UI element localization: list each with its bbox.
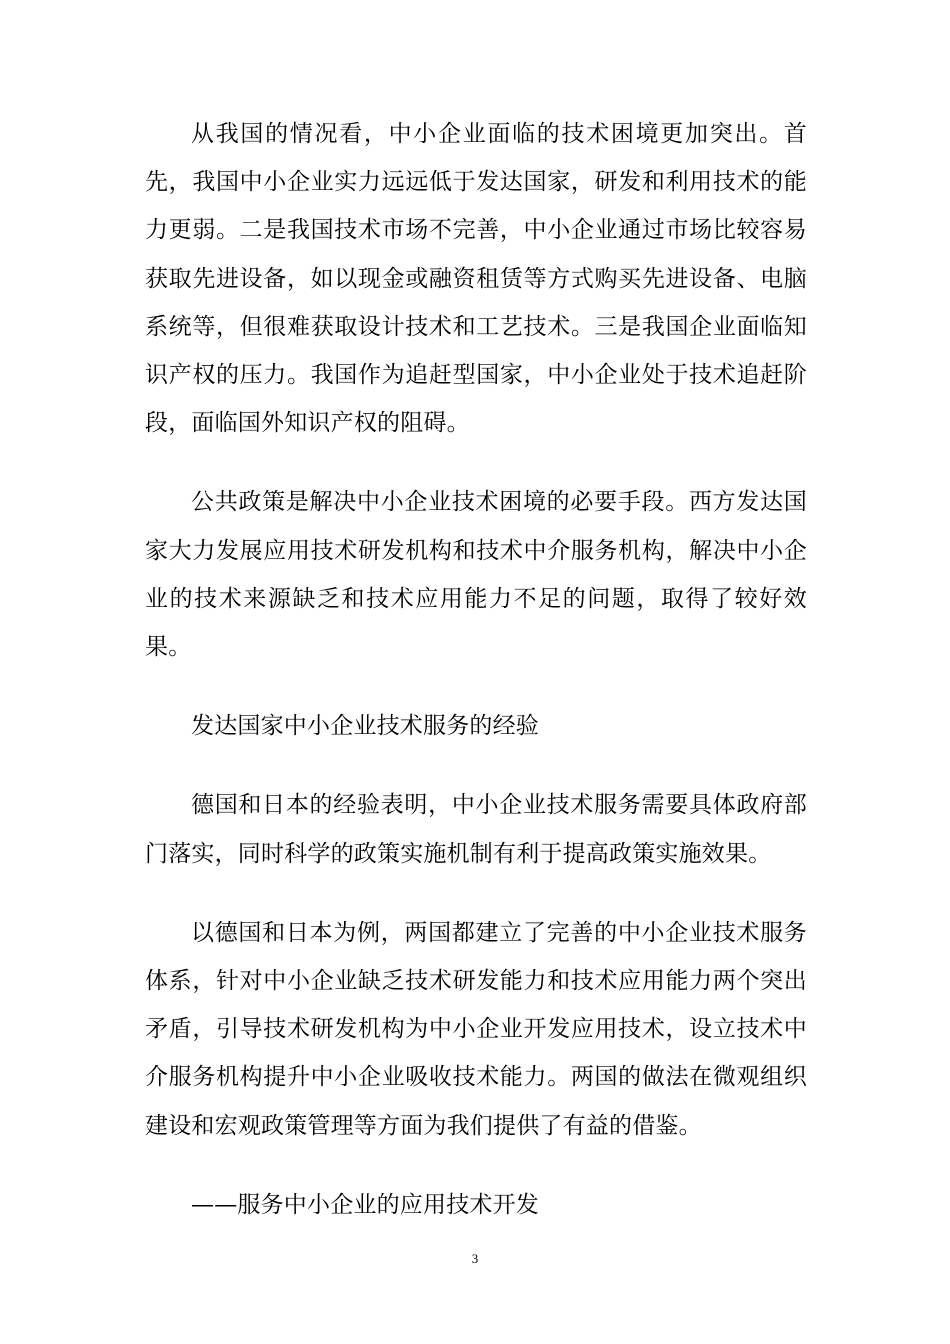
- paragraph-4: 以德国和日本为例，两国都建立了完善的中小企业技术服务体系，针对中小企业缺乏技术研发能力和技术应用能力两个突出矛盾，引导技术研发机构为中小企业开发应用技术，设立技术中介服务机构提升中小企业吸收技术能力。两国的做法在微观组织建设和宏观政策管理等方面为我们提供了有益的借鉴。: [145, 919, 807, 1139]
- paragraph-1: 从我国的情况看，中小企业面临的技术困境更加突出。首先，我国中小企业实力远远低于发达国家，研发和利用技术的能力更弱。二是我国技术市场不完善，中小企业通过市场比较容易获取先进设备，如以现金或融资租赁等方式购买先进设备、电脑系统等，但很难获取设计技术和工艺技术。三是我国企业面临知识产权的压力。我国作为追赶型国家，中小企业处于技术追赶阶段，面临国外知识产权的阻碍。: [145, 121, 807, 437]
- document-body: [145, 110, 807, 1260]
- paragraph-2: 公共政策是解决中小企业技术困境的必要手段。西方发达国家大力发展应用技术研发机构和技术中介服务机构，解决中小企业的技术来源缺乏和技术应用能力不足的问题，取得了较好效果。: [145, 489, 807, 661]
- page-number: 3: [471, 1251, 479, 1266]
- section-heading: 发达国家中小企业技术服务的经验: [191, 713, 539, 740]
- paragraph-3: 德国和日本的经验表明，中小企业技术服务需要具体政府部门落实，同时科学的政策实施机制有利于提高政策实施效果。: [145, 792, 807, 867]
- subsection-heading: ——服务中小企业的应用技术开发: [191, 1191, 539, 1218]
